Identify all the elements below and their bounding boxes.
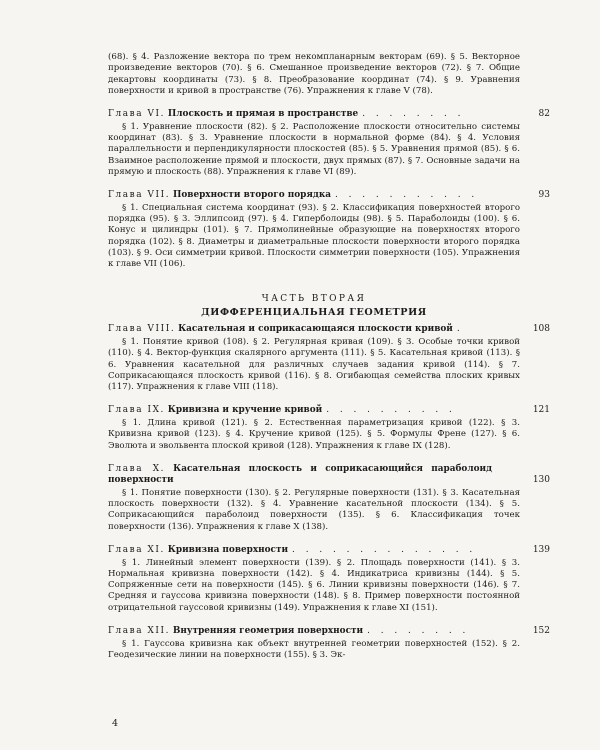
chapter-title: Внутренняя геометрия поверхности bbox=[172, 626, 364, 636]
chapter-sections: § 1. Специальная система координат (93). § 2. Классификация поверхностей второго порядка (95). § 3. Эллипсоид (97). § 4. Гиперболоиды (98). § 5. Параболоиды (100). § 6. Конус и цилиндры (101). § 7. Прямолинейные образующие на поверхностях второго порядка (102). § 8. Диаметры и диаметральные плоскости поверхности второго порядка (103). § 9. Оси симметрии кривой. Плоскости симметрии поверхности (105). Упражнения к главе VII (106). bbox=[108, 202, 520, 270]
chapter-label: Глава IX. bbox=[108, 405, 165, 416]
chapter-heading bbox=[108, 545, 550, 557]
chapter-title: Кривизна и кручение кривой bbox=[167, 405, 323, 416]
leader-dots: . bbox=[456, 324, 464, 335]
leader-dots: . . . . . . . . bbox=[362, 109, 465, 120]
chapter-label: Глава VI. bbox=[108, 109, 166, 120]
chapter-page-number: 139 bbox=[532, 545, 550, 556]
toc-chapter-10 bbox=[108, 463, 550, 533]
chapter-label: Глава XII. bbox=[108, 626, 171, 636]
chapter-page-number: 121 bbox=[532, 405, 550, 416]
chapter-sections: § 1. Гауссова кривизна как объект внутренней геометрии поверхностей (152). § 2. Геодезические линии на поверхности (155). § 3. Эк- bbox=[108, 638, 520, 660]
chapter-list-part1 bbox=[108, 109, 550, 270]
toc-chapter-6 bbox=[108, 109, 550, 178]
chapter-title: Поверхности второго порядка bbox=[172, 190, 331, 201]
toc-chapter-8 bbox=[108, 324, 550, 393]
part-label: ЧАСТЬ ВТОРАЯ bbox=[261, 294, 367, 305]
chapter-title: Касательная плоскость и соприкасающийся параболоид поверхности bbox=[108, 463, 493, 486]
chapter-heading bbox=[108, 324, 550, 336]
part-title: ДИФФЕРЕНЦИАЛЬНАЯ ГЕОМЕТРИЯ bbox=[201, 307, 427, 319]
chapter-title: Касательная и соприкасающаяся плоскости кривой bbox=[178, 324, 453, 335]
chapter-heading bbox=[108, 405, 550, 417]
page-number-folio: 4 bbox=[112, 718, 119, 729]
part-heading bbox=[108, 292, 520, 320]
chapter-label: Глава VIII. bbox=[108, 324, 176, 335]
chapter-page-number: 152 bbox=[532, 626, 550, 636]
toc-chapter-9 bbox=[108, 405, 550, 451]
chapter-page-number: 93 bbox=[538, 190, 550, 201]
chapter-list-part2 bbox=[108, 324, 550, 661]
chapter-title: Плоскость и прямая в пространстве bbox=[167, 109, 359, 120]
chapter-sections: § 1. Уравнение плоскости (82). § 2. Расположение плоскости относительно системы координат (83). § 3. Уравнение плоскости в нормальной форме (84). § 4. Условия параллельности и перпендикулярности плоскостей (85). § 5. Уравнения прямой (85). § 6. Взаимное расположение прямой и плоскости, двух прямых (87). § 7. Основные задачи на прямую и плоскость (88). Упражнения к главе VI (89). bbox=[108, 121, 520, 177]
chapter-page-number: 82 bbox=[538, 109, 550, 120]
leader-dots: . . . . . . . . . . . . . . bbox=[292, 545, 477, 556]
leader-dots: . . . . . . . . bbox=[367, 626, 470, 636]
toc-chapter-12 bbox=[108, 626, 550, 661]
chapter-heading bbox=[108, 109, 550, 121]
chapter-heading bbox=[108, 626, 550, 638]
toc-chapter-7 bbox=[108, 190, 550, 270]
chapter-page-number: 108 bbox=[532, 324, 550, 335]
chapter-heading bbox=[108, 463, 550, 487]
chapter-label: Глава X. bbox=[108, 463, 166, 474]
table-of-contents bbox=[108, 52, 550, 661]
chapter-page-number: 130 bbox=[532, 474, 550, 485]
chapter-label: Глава VII. bbox=[108, 190, 171, 201]
chapter-sections: § 1. Понятие кривой (108). § 2. Регулярная кривая (109). § 3. Особые точки кривой (110). § 4. Вектор-функция скалярного аргумента (111). § 5. Касательная кривой (113). § 6. Уравнения касательной для различных случаев задания кривой (114). § 7. Соприкасающаяся плоскость кривой (116). § 8. Огибающая семейства плоских кривых (117). Упражнения к главе VIII (118). bbox=[108, 336, 520, 393]
toc-chapter-11 bbox=[108, 545, 550, 614]
chapter-heading bbox=[108, 190, 550, 202]
intro-paragraph: (68). § 4. Разложение вектора по трем некомпланарным векторам (69). § 5. Векторное произведение векторов (70). § 6. Смешанное произведение векторов (72). § 7. Общие декартовы координаты (73). § 8. Преобразование координат (74). § 9. Уравнения поверхности и кривой в пространстве (76). Упражнения к главе V (78). bbox=[108, 52, 520, 96]
chapter-label: Глава XI. bbox=[108, 545, 165, 556]
chapter-sections: § 1. Понятие поверхности (130). § 2. Регулярные поверхности (131). § 3. Касательная плоскость поверхности (132). § 4. Уравнение касательной плоскости (134). § 5. Соприкасающийся параболоид поверхности (135). § 6. Классификация точек поверхности (136). Упражнения к главе X (138). bbox=[108, 487, 520, 532]
chapter-title: Кривизна поверхности bbox=[167, 545, 289, 556]
leader-dots: . . . . . . . . . . bbox=[326, 405, 456, 416]
leader-dots: . . . . . . . . . . . bbox=[335, 190, 479, 201]
chapter-sections: § 1. Линейный элемент поверхности (139). § 2. Площадь поверхности (141). § 3. Нормальная кривизна поверхности (142). § 4. Индикатриса кривизны (144). § 5. Сопряженные сети на поверхности (145). § 6. Линии кривизны поверхности (146). § 7. Средняя и гауссова кривизна поверхности (148). § 8. Пример поверхности постоянной отрицательной гауссовой кривизны (149). Упражнения к главе XI (151). bbox=[108, 557, 520, 613]
chapter-sections: § 1. Длина кривой (121). § 2. Естественная параметризация кривой (122). § 3. Кривизна кривой (123). § 4. Кручение кривой (125). § 5. Формулы Френе (127). § 6. Эволюта и эвольвента плоской кривой (128). Упражнения к главе IX (128). bbox=[108, 417, 520, 451]
